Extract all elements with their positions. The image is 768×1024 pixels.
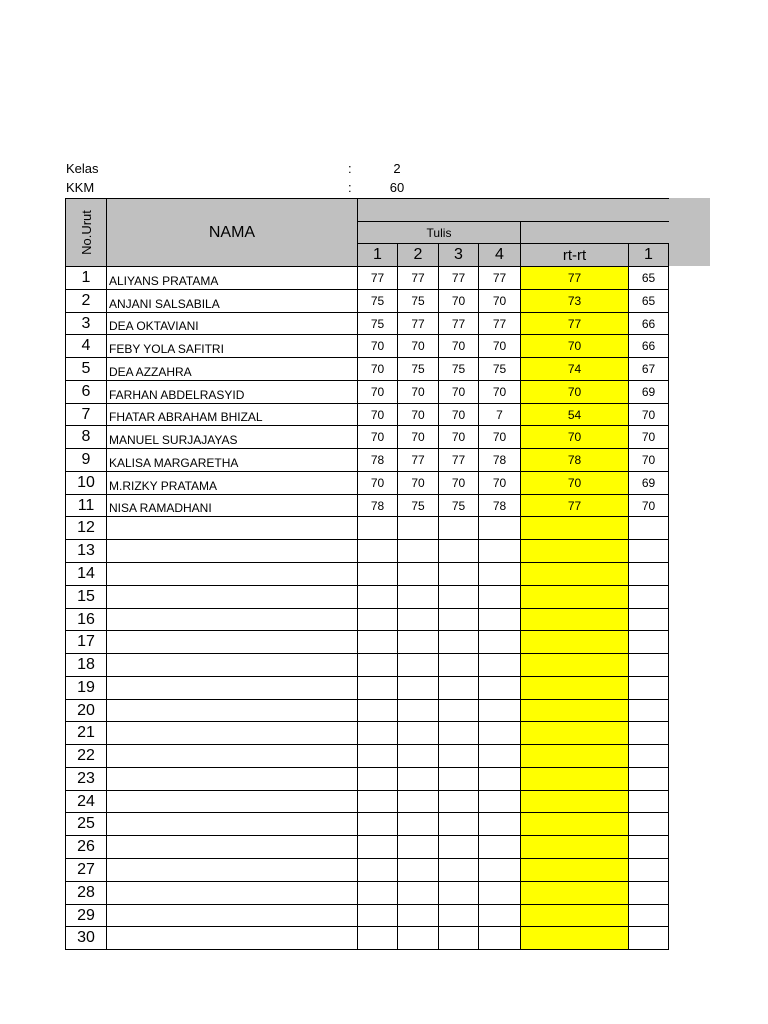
row-score-1: [357, 562, 398, 586]
row-extra-1: [628, 585, 669, 609]
row-score-1: [357, 926, 398, 950]
row-score-1: [357, 516, 398, 540]
row-score-3: [438, 516, 479, 540]
row-number: 15: [65, 585, 107, 609]
row-score-1: 77: [357, 266, 398, 290]
row-name: [106, 562, 358, 586]
row-name: [106, 904, 358, 927]
row-score-1: [357, 630, 398, 654]
row-name: DEA AZZAHRA: [106, 357, 358, 381]
row-name: M.RIZKY PRATAMA: [106, 471, 358, 495]
row-number: 7: [65, 403, 107, 426]
row-number: 10: [65, 471, 107, 495]
row-score-1: [357, 812, 398, 836]
row-name: [106, 539, 358, 563]
row-number: 30: [65, 926, 107, 950]
row-extra-1: [628, 904, 669, 927]
row-score-2: [397, 881, 439, 905]
row-score-2: [397, 699, 439, 722]
row-average: [520, 699, 629, 722]
row-average: [520, 653, 629, 677]
row-score-4: 78: [478, 494, 521, 517]
kkm-label: KKM: [66, 180, 95, 195]
row-name: FEBY YOLA SAFITRI: [106, 334, 358, 358]
header-fill-extension: [668, 198, 710, 266]
row-score-1: 78: [357, 448, 398, 472]
row-score-2: [397, 812, 439, 836]
row-score-4: 70: [478, 334, 521, 358]
row-name: [106, 858, 358, 882]
row-extra-1: 65: [628, 266, 669, 290]
row-score-1: 75: [357, 289, 398, 313]
row-score-1: 70: [357, 334, 398, 358]
row-extra-1: 69: [628, 380, 669, 404]
row-score-4: 70: [478, 380, 521, 404]
row-score-4: 70: [478, 471, 521, 495]
row-extra-1: [628, 812, 669, 836]
row-number: 6: [65, 380, 107, 404]
row-score-2: [397, 904, 439, 927]
row-score-4: 77: [478, 266, 521, 290]
row-score-3: 70: [438, 471, 479, 495]
row-number: 29: [65, 904, 107, 927]
row-score-1: [357, 721, 398, 745]
row-average: [520, 516, 629, 540]
row-score-1: 75: [357, 312, 398, 335]
row-average: 74: [520, 357, 629, 381]
row-score-4: [478, 835, 521, 859]
row-score-3: 77: [438, 312, 479, 335]
row-score-1: [357, 835, 398, 859]
header-sub-2: 2: [397, 243, 439, 267]
row-score-3: [438, 699, 479, 722]
row-average: [520, 790, 629, 813]
row-score-4: [478, 562, 521, 586]
header-no-urut-label: No.Urut: [78, 210, 94, 255]
row-average: 73: [520, 289, 629, 313]
row-extra-1: [628, 699, 669, 722]
row-score-3: [438, 562, 479, 586]
row-number: 20: [65, 699, 107, 722]
row-average: 70: [520, 425, 629, 449]
row-average: [520, 881, 629, 905]
row-score-1: 78: [357, 494, 398, 517]
row-score-2: [397, 676, 439, 700]
row-score-2: [397, 744, 439, 768]
row-score-1: [357, 539, 398, 563]
row-score-1: [357, 881, 398, 905]
row-score-2: 75: [397, 494, 439, 517]
row-extra-1: 67: [628, 357, 669, 381]
row-number: 8: [65, 425, 107, 449]
row-extra-1: [628, 721, 669, 745]
row-score-3: [438, 630, 479, 654]
kelas-separator: :: [348, 161, 352, 176]
row-score-2: [397, 835, 439, 859]
row-name: [106, 744, 358, 768]
row-score-3: [438, 653, 479, 677]
row-score-1: 70: [357, 357, 398, 381]
row-name: FHATAR ABRAHAM BHIZAL: [106, 403, 358, 426]
row-number: 22: [65, 744, 107, 768]
row-number: 28: [65, 881, 107, 905]
row-name: DEA OKTAVIANI: [106, 312, 358, 335]
row-score-4: [478, 926, 521, 950]
row-score-4: [478, 744, 521, 768]
row-score-1: [357, 699, 398, 722]
row-number: 1: [65, 266, 107, 290]
row-average: 77: [520, 312, 629, 335]
row-extra-1: 70: [628, 403, 669, 426]
row-average: [520, 767, 629, 791]
row-name: MANUEL SURJAJAYAS: [106, 425, 358, 449]
row-number: 14: [65, 562, 107, 586]
header-nama: NAMA: [106, 198, 358, 267]
row-score-2: [397, 608, 439, 631]
row-score-3: [438, 676, 479, 700]
row-number: 9: [65, 448, 107, 472]
row-score-1: [357, 858, 398, 882]
row-score-3: [438, 858, 479, 882]
row-score-3: 77: [438, 448, 479, 472]
header-extra-1: 1: [628, 243, 669, 267]
row-score-4: [478, 676, 521, 700]
row-score-2: 70: [397, 471, 439, 495]
row-number: 27: [65, 858, 107, 882]
row-extra-1: [628, 835, 669, 859]
row-score-2: 77: [397, 312, 439, 335]
row-score-1: [357, 767, 398, 791]
row-number: 18: [65, 653, 107, 677]
row-score-1: [357, 585, 398, 609]
row-extra-1: [628, 539, 669, 563]
header-no-urut: [65, 198, 107, 267]
row-number: 17: [65, 630, 107, 654]
row-name: [106, 699, 358, 722]
row-name: [106, 676, 358, 700]
row-average: [520, 858, 629, 882]
row-score-4: [478, 653, 521, 677]
row-score-4: [478, 608, 521, 631]
row-score-4: 70: [478, 425, 521, 449]
kelas-value: 2: [393, 161, 401, 176]
row-score-3: [438, 585, 479, 609]
row-score-2: 77: [397, 266, 439, 290]
row-extra-1: [628, 858, 669, 882]
row-score-1: [357, 744, 398, 768]
row-average: [520, 744, 629, 768]
row-name: [106, 516, 358, 540]
row-score-2: [397, 653, 439, 677]
row-number: 13: [65, 539, 107, 563]
header-nilai-group: [357, 198, 669, 222]
row-score-2: 75: [397, 289, 439, 313]
row-name: [106, 767, 358, 791]
row-score-3: [438, 721, 479, 745]
row-score-3: 77: [438, 266, 479, 290]
header-rt-rt: rt-rt: [520, 243, 629, 267]
row-score-4: [478, 858, 521, 882]
row-name: [106, 812, 358, 836]
row-number: 5: [65, 357, 107, 381]
row-name: ALIYANS PRATAMA: [106, 266, 358, 290]
row-score-3: [438, 790, 479, 813]
row-average: [520, 676, 629, 700]
row-number: 2: [65, 289, 107, 313]
row-name: KALISA MARGARETHA: [106, 448, 358, 472]
row-score-1: 70: [357, 403, 398, 426]
row-number: 16: [65, 608, 107, 631]
row-extra-1: [628, 767, 669, 791]
row-score-4: [478, 539, 521, 563]
row-score-3: 70: [438, 403, 479, 426]
row-score-2: 75: [397, 357, 439, 381]
header-sub-3: 3: [438, 243, 479, 267]
row-score-1: [357, 676, 398, 700]
row-average: [520, 926, 629, 950]
row-score-4: 7: [478, 403, 521, 426]
row-score-2: [397, 562, 439, 586]
row-extra-1: 70: [628, 494, 669, 517]
row-average: [520, 630, 629, 654]
row-score-4: 70: [478, 289, 521, 313]
row-average: 77: [520, 266, 629, 290]
row-score-3: [438, 835, 479, 859]
row-extra-1: [628, 926, 669, 950]
row-score-3: [438, 608, 479, 631]
row-score-3: [438, 926, 479, 950]
row-average: 70: [520, 380, 629, 404]
row-number: 25: [65, 812, 107, 836]
row-score-3: [438, 539, 479, 563]
row-score-3: 75: [438, 357, 479, 381]
row-average: [520, 904, 629, 927]
row-score-2: [397, 539, 439, 563]
row-score-1: 70: [357, 380, 398, 404]
row-score-2: 70: [397, 380, 439, 404]
row-name: [106, 608, 358, 631]
row-score-2: [397, 858, 439, 882]
row-score-4: [478, 721, 521, 745]
row-extra-1: [628, 744, 669, 768]
kkm-value: 60: [389, 180, 405, 195]
row-extra-1: [628, 562, 669, 586]
row-score-3: [438, 904, 479, 927]
row-score-2: [397, 926, 439, 950]
row-score-1: [357, 790, 398, 813]
row-average: [520, 721, 629, 745]
row-score-2: [397, 630, 439, 654]
row-score-4: [478, 881, 521, 905]
row-score-1: 70: [357, 471, 398, 495]
header-sub-4: 4: [478, 243, 521, 267]
row-extra-1: [628, 608, 669, 631]
row-number: 26: [65, 835, 107, 859]
row-extra-1: 70: [628, 448, 669, 472]
row-average: [520, 562, 629, 586]
row-name: [106, 653, 358, 677]
row-average: [520, 812, 629, 836]
row-score-3: 70: [438, 425, 479, 449]
row-average: 70: [520, 334, 629, 358]
row-score-2: [397, 516, 439, 540]
row-score-4: 77: [478, 312, 521, 335]
row-score-2: [397, 721, 439, 745]
row-name: [106, 585, 358, 609]
row-average: 77: [520, 494, 629, 517]
row-name: FARHAN ABDELRASYID: [106, 380, 358, 404]
row-score-4: [478, 516, 521, 540]
row-score-1: [357, 653, 398, 677]
row-average: 78: [520, 448, 629, 472]
row-extra-1: [628, 516, 669, 540]
row-number: 4: [65, 334, 107, 358]
row-score-3: [438, 812, 479, 836]
header-sub-1: 1: [357, 243, 398, 267]
row-extra-1: [628, 790, 669, 813]
row-score-3: 70: [438, 289, 479, 313]
row-score-3: [438, 881, 479, 905]
row-extra-1: [628, 630, 669, 654]
row-score-2: 70: [397, 425, 439, 449]
row-score-3: 75: [438, 494, 479, 517]
row-name: [106, 721, 358, 745]
row-extra-1: [628, 881, 669, 905]
row-score-2: 77: [397, 448, 439, 472]
row-score-4: 78: [478, 448, 521, 472]
row-score-4: [478, 767, 521, 791]
row-score-4: 75: [478, 357, 521, 381]
row-number: 23: [65, 767, 107, 791]
row-number: 12: [65, 516, 107, 540]
row-average: 70: [520, 471, 629, 495]
row-score-4: [478, 585, 521, 609]
row-name: [106, 630, 358, 654]
row-number: 19: [65, 676, 107, 700]
row-name: NISA RAMADHANI: [106, 494, 358, 517]
row-score-2: [397, 767, 439, 791]
row-average: [520, 585, 629, 609]
row-score-4: [478, 812, 521, 836]
row-score-1: [357, 608, 398, 631]
row-score-4: [478, 790, 521, 813]
row-score-3: 70: [438, 334, 479, 358]
row-score-2: [397, 790, 439, 813]
row-name: ANJANI SALSABILA: [106, 289, 358, 313]
row-score-2: 70: [397, 334, 439, 358]
row-score-3: [438, 744, 479, 768]
row-score-2: [397, 585, 439, 609]
row-name: [106, 881, 358, 905]
kelas-label: Kelas: [66, 161, 99, 176]
row-average: [520, 835, 629, 859]
row-number: 11: [65, 494, 107, 517]
kkm-separator: :: [348, 180, 352, 195]
header-tulis: Tulis: [357, 221, 521, 244]
row-number: 3: [65, 312, 107, 335]
row-number: 21: [65, 721, 107, 745]
row-average: 54: [520, 403, 629, 426]
row-score-3: [438, 767, 479, 791]
row-name: [106, 926, 358, 950]
header-group-2: [520, 221, 669, 244]
row-extra-1: [628, 653, 669, 677]
row-average: [520, 608, 629, 631]
row-extra-1: 70: [628, 425, 669, 449]
row-score-4: [478, 630, 521, 654]
row-number: 24: [65, 790, 107, 813]
row-score-1: [357, 904, 398, 927]
row-extra-1: 66: [628, 334, 669, 358]
row-name: [106, 790, 358, 813]
row-score-4: [478, 904, 521, 927]
row-average: [520, 539, 629, 563]
row-extra-1: 69: [628, 471, 669, 495]
row-extra-1: [628, 676, 669, 700]
row-score-1: 70: [357, 425, 398, 449]
row-score-2: 70: [397, 403, 439, 426]
row-score-4: [478, 699, 521, 722]
row-extra-1: 65: [628, 289, 669, 313]
row-score-3: 70: [438, 380, 479, 404]
row-name: [106, 835, 358, 859]
row-extra-1: 66: [628, 312, 669, 335]
